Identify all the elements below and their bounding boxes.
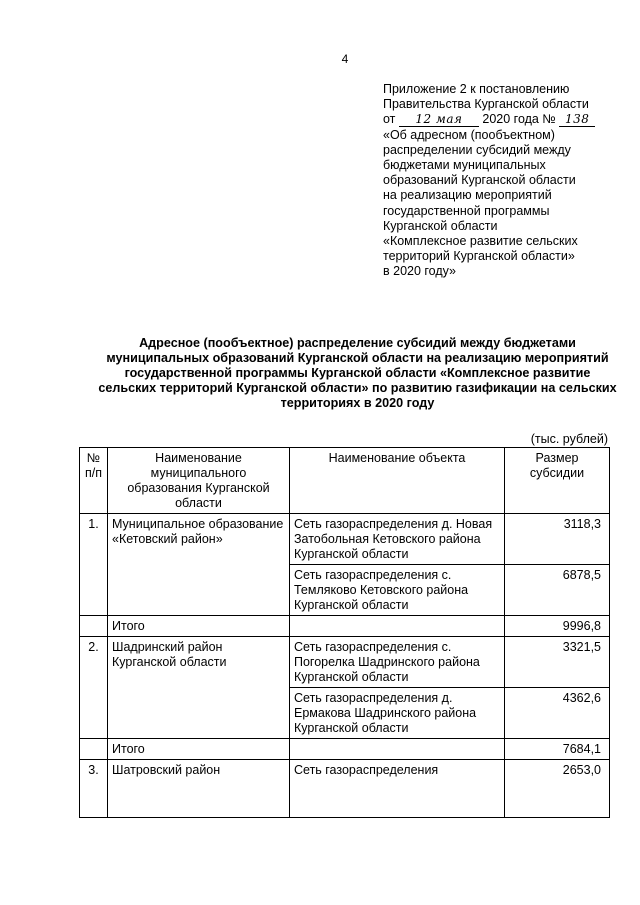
- total-label: Итого: [108, 616, 290, 637]
- table-total-row: [80, 739, 610, 760]
- row-amount: 3321,5: [505, 637, 610, 688]
- handwritten-number-text: 138: [565, 112, 590, 127]
- header-municipality: Наименование муниципального образования Курганской области: [108, 448, 290, 514]
- total-amount: 9996,8: [505, 616, 610, 637]
- appendix-line-title-8: «Комплексное развитие сельских: [383, 234, 578, 249]
- table-header-row: [80, 448, 610, 514]
- row-object: Сеть газораспределения: [290, 760, 505, 818]
- row-municipality: Шатровский район: [108, 760, 290, 818]
- total-empty-cell: [80, 739, 108, 760]
- row-municipality: Муниципальное образование «Кетовский район»: [108, 514, 290, 616]
- row-object: Сеть газораспределения д. Ермакова Шадринского района Курганской области: [290, 688, 505, 739]
- row-amount: 2653,0: [505, 760, 610, 818]
- total-amount: 7684,1: [505, 739, 610, 760]
- units-label: (тыс. рублей): [530, 432, 608, 446]
- table-total-row: [80, 616, 610, 637]
- row-object: Сеть газораспределения с. Темляково Кетовского района Курганской области: [290, 565, 505, 616]
- table-row: [80, 637, 610, 688]
- total-empty-cell: [80, 616, 108, 637]
- appendix-block: [383, 82, 623, 280]
- header-object: Наименование объекта: [290, 448, 505, 514]
- subsidy-table: [79, 447, 610, 818]
- appendix-line-title-10: в 2020 году»: [383, 264, 456, 279]
- row-object: Сеть газораспределения с. Погорелка Шадринского района Курганской области: [290, 637, 505, 688]
- appendix-line-title-9: территорий Курганской области»: [383, 249, 575, 264]
- handwritten-number: [559, 112, 595, 127]
- appendix-line-title-7: Курганской области: [383, 218, 498, 233]
- row-municipality: Шадринский район Курганской области: [108, 637, 290, 739]
- table-row: [80, 514, 610, 565]
- row-number: 3.: [80, 760, 108, 818]
- appendix-line-2: Правительства Курганской области: [383, 97, 589, 112]
- total-empty-object: [290, 739, 505, 760]
- header-number: № п/п: [80, 448, 108, 514]
- appendix-line-title-1: «Об адресном (пообъектном): [383, 127, 555, 142]
- row-number: 2.: [80, 637, 108, 739]
- appendix-line-1: Приложение 2 к постановлению: [383, 82, 570, 96]
- document-title: Адресное (пообъектное) распределение субсидий между бюджетами муниципальных образований Курганской области на реализацию мероприятий государственной программы Курганской области «Комплексное развитие сельских территорий Курганской области» по развитию газификации на сельских территориях в 2020 году: [98, 336, 617, 410]
- appendix-line-title-5: на реализацию мероприятий: [383, 188, 552, 203]
- appendix-line-title-3: бюджетами муниципальных: [383, 158, 546, 173]
- total-empty-object: [290, 616, 505, 637]
- appendix-line-title-6: государственной программы: [383, 203, 550, 218]
- date-prefix: от: [383, 112, 396, 127]
- total-label: Итого: [108, 739, 290, 760]
- row-amount: 3118,3: [505, 514, 610, 565]
- row-amount: 4362,6: [505, 688, 610, 739]
- appendix-line-title-2: распределении субсидий между: [383, 142, 571, 157]
- page-number: 4: [341, 52, 349, 66]
- handwritten-date-text: 12 мая: [415, 112, 463, 127]
- appendix-line-title-4: образований Курганской области: [383, 173, 576, 188]
- header-amount: Размер субсидии: [505, 448, 610, 514]
- row-number: 1.: [80, 514, 108, 616]
- appendix-date-line: [383, 112, 623, 127]
- handwritten-date: [399, 112, 479, 127]
- date-suffix: 2020 года №: [482, 112, 556, 127]
- table-row: [80, 760, 610, 818]
- row-object: Сеть газораспределения д. Новая Затобольная Кетовского района Курганской области: [290, 514, 505, 565]
- row-amount: 6878,5: [505, 565, 610, 616]
